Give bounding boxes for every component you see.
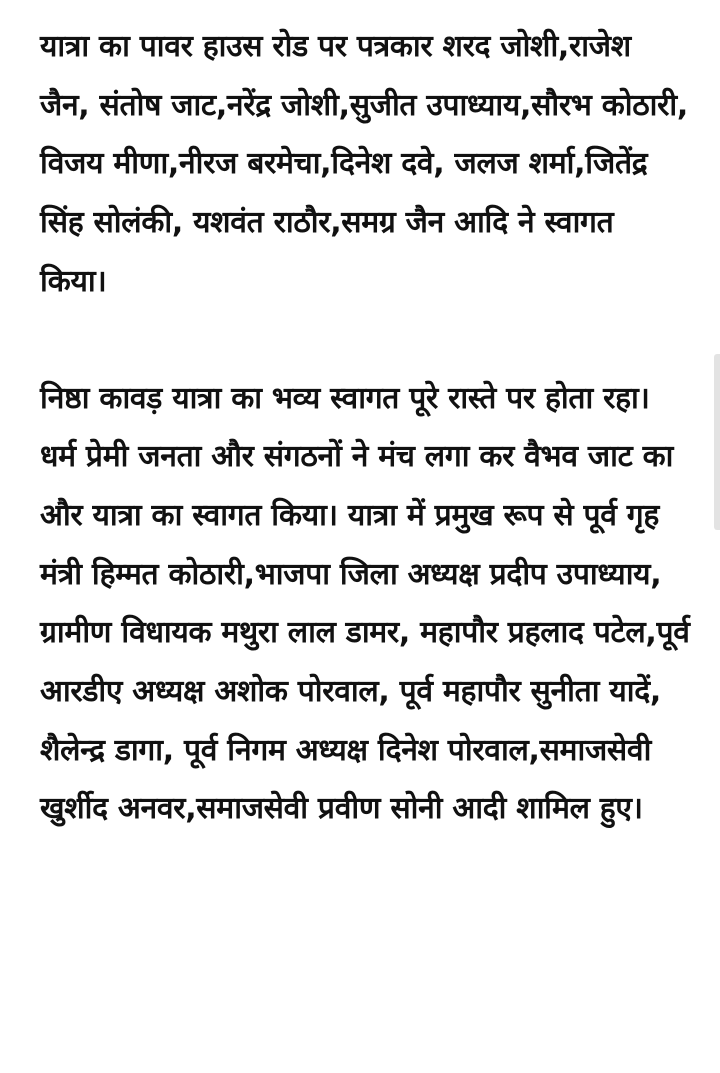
paragraph-welcome: यात्रा का पावर हाउस रोड पर पत्रकार शरद जोशी,राजेश जैन, संतोष जाट,नरेंद्र जोशी,सुजीत उपाध्याय,सौरभ कोठारी, विजय मीणा,नीरज बरमेचा,दिनेश दवे, जलज शर्मा,जितेंद्र सिंह सोलंकी, यशवंत राठौर,समग्र जैन आदि ने स्वागत किया। <box>40 29 688 299</box>
paragraph-yatra-attendees: निष्ठा कावड़ यात्रा का भव्य स्वागत पूरे रास्ते पर होता रहा। धर्म प्रेमी जनता और संगठनों ने मंच लगा कर वैभव जाट का और यात्रा का स्वागत किया। यात्रा में प्रमुख रूप से पूर्व गृह मंत्री हिम्मत कोठारी,भाजपा जिला अध्यक्ष प्रदीप उपाध्याय, ग्रामीण विधायक मथुरा लाल डामर, महापौर प्रहलाद पटेल,पूर्व आरडीए अध्यक्ष अशोक पोरवाल, पूर्व महापौर सुनीता यादें, शैलेन्द्र डागा, पूर्व निगम अध्यक्ष दिनेश पोरवाल,समाजसेवी खुर्शीद अनवर,समाजसेवी प्रवीण सोनी आदी शामिल हुए। <box>40 380 690 827</box>
scrollbar-thumb[interactable] <box>714 354 720 530</box>
article-body <box>40 18 690 839</box>
